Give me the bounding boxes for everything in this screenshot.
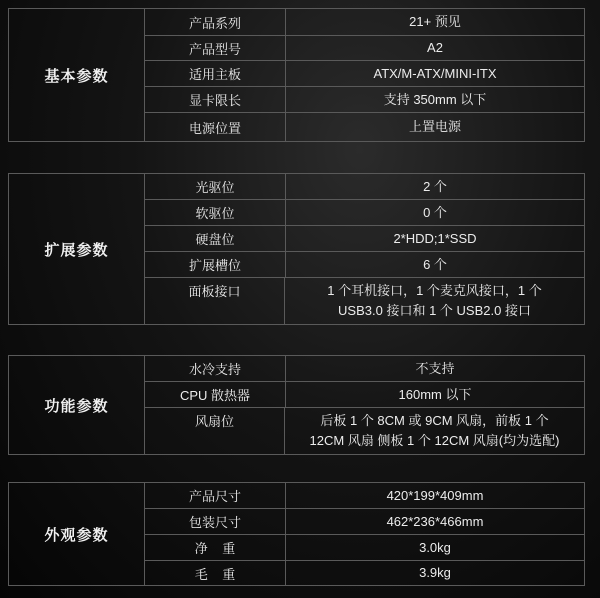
spec-row: [145, 113, 584, 141]
spec-label: 产品型号: [145, 36, 286, 60]
spec-value: 462*236*466mm: [386, 513, 484, 529]
spec-row: [145, 561, 584, 585]
spec-row: [145, 252, 584, 278]
spec-value: 6 个: [423, 256, 447, 272]
spec-label: 软驱位: [145, 200, 286, 225]
section-title: 基本参数: [9, 9, 145, 141]
spec-rows: [145, 9, 584, 141]
spec-value: 支持 350mm 以下: [383, 91, 487, 107]
spec-row: [145, 61, 584, 87]
spec-row: [145, 382, 584, 408]
spec-row: [145, 483, 584, 509]
spec-value: 不支持: [415, 360, 455, 376]
spec-value: 2*HDD;1*SSD: [393, 230, 477, 246]
spec-row: [145, 87, 584, 113]
spec-row: [145, 509, 584, 535]
spec-row: [145, 535, 584, 561]
spec-label: 显卡限长: [145, 87, 286, 112]
spec-section-appearance: [8, 482, 585, 586]
spec-value: 3.0kg: [419, 539, 451, 555]
spec-label: 适用主板: [145, 61, 286, 86]
spec-section-function: [8, 355, 585, 455]
spec-label: 包装尺寸: [145, 509, 286, 534]
spec-value: A2: [427, 40, 443, 55]
spec-label: 产品尺寸: [145, 483, 286, 508]
spec-label: 硬盘位: [145, 226, 286, 251]
spec-row: [145, 226, 584, 252]
spec-row: [145, 278, 584, 324]
section-title: 外观参数: [9, 483, 145, 585]
section-title: 扩展参数: [9, 174, 145, 324]
spec-value: 0 个: [423, 204, 447, 220]
spec-value: 21+ 预见: [409, 14, 461, 29]
spec-row: [145, 408, 584, 454]
spec-label: 扩展槽位: [145, 252, 286, 277]
spec-value: 后板 1 个 8CM 或 9CM 风扇，前板 1 个 12CM 风扇 侧板 1 个 12CM 风扇(均为选配): [309, 413, 560, 448]
spec-value: ATX/M-ATX/MINI-ITX: [373, 65, 497, 81]
spec-value: 160mm 以下: [398, 386, 472, 402]
spec-row: [145, 174, 584, 200]
section-title: 功能参数: [9, 356, 145, 454]
spec-label: 光驱位: [145, 174, 286, 199]
spec-value: 3.9kg: [419, 565, 451, 580]
spec-label: 面板接口: [145, 278, 285, 324]
spec-rows: [145, 356, 584, 454]
spec-label: 毛 重: [145, 561, 286, 585]
spec-row: [145, 36, 584, 61]
spec-section-basic: [8, 8, 585, 142]
spec-value: 1 个耳机接口，1 个麦克风接口，1 个 USB3.0 接口和 1 个 USB2.0 接口: [327, 283, 542, 318]
spec-label: 水冷支持: [145, 356, 286, 381]
spec-label: CPU 散热器: [145, 382, 286, 407]
spec-rows: [145, 483, 584, 585]
spec-row: [145, 356, 584, 382]
spec-label: 净 重: [145, 535, 286, 560]
spec-value: 420*199*409mm: [386, 487, 484, 503]
spec-value: 2 个: [423, 178, 447, 194]
spec-label: 产品系列: [145, 9, 286, 35]
spec-row: [145, 9, 584, 36]
spec-rows: [145, 174, 584, 324]
spec-value: 上置电源: [408, 119, 461, 134]
spec-row: [145, 200, 584, 226]
spec-section-expansion: [8, 173, 585, 325]
spec-label: 电源位置: [145, 113, 286, 141]
spec-label: 风扇位: [145, 408, 285, 454]
